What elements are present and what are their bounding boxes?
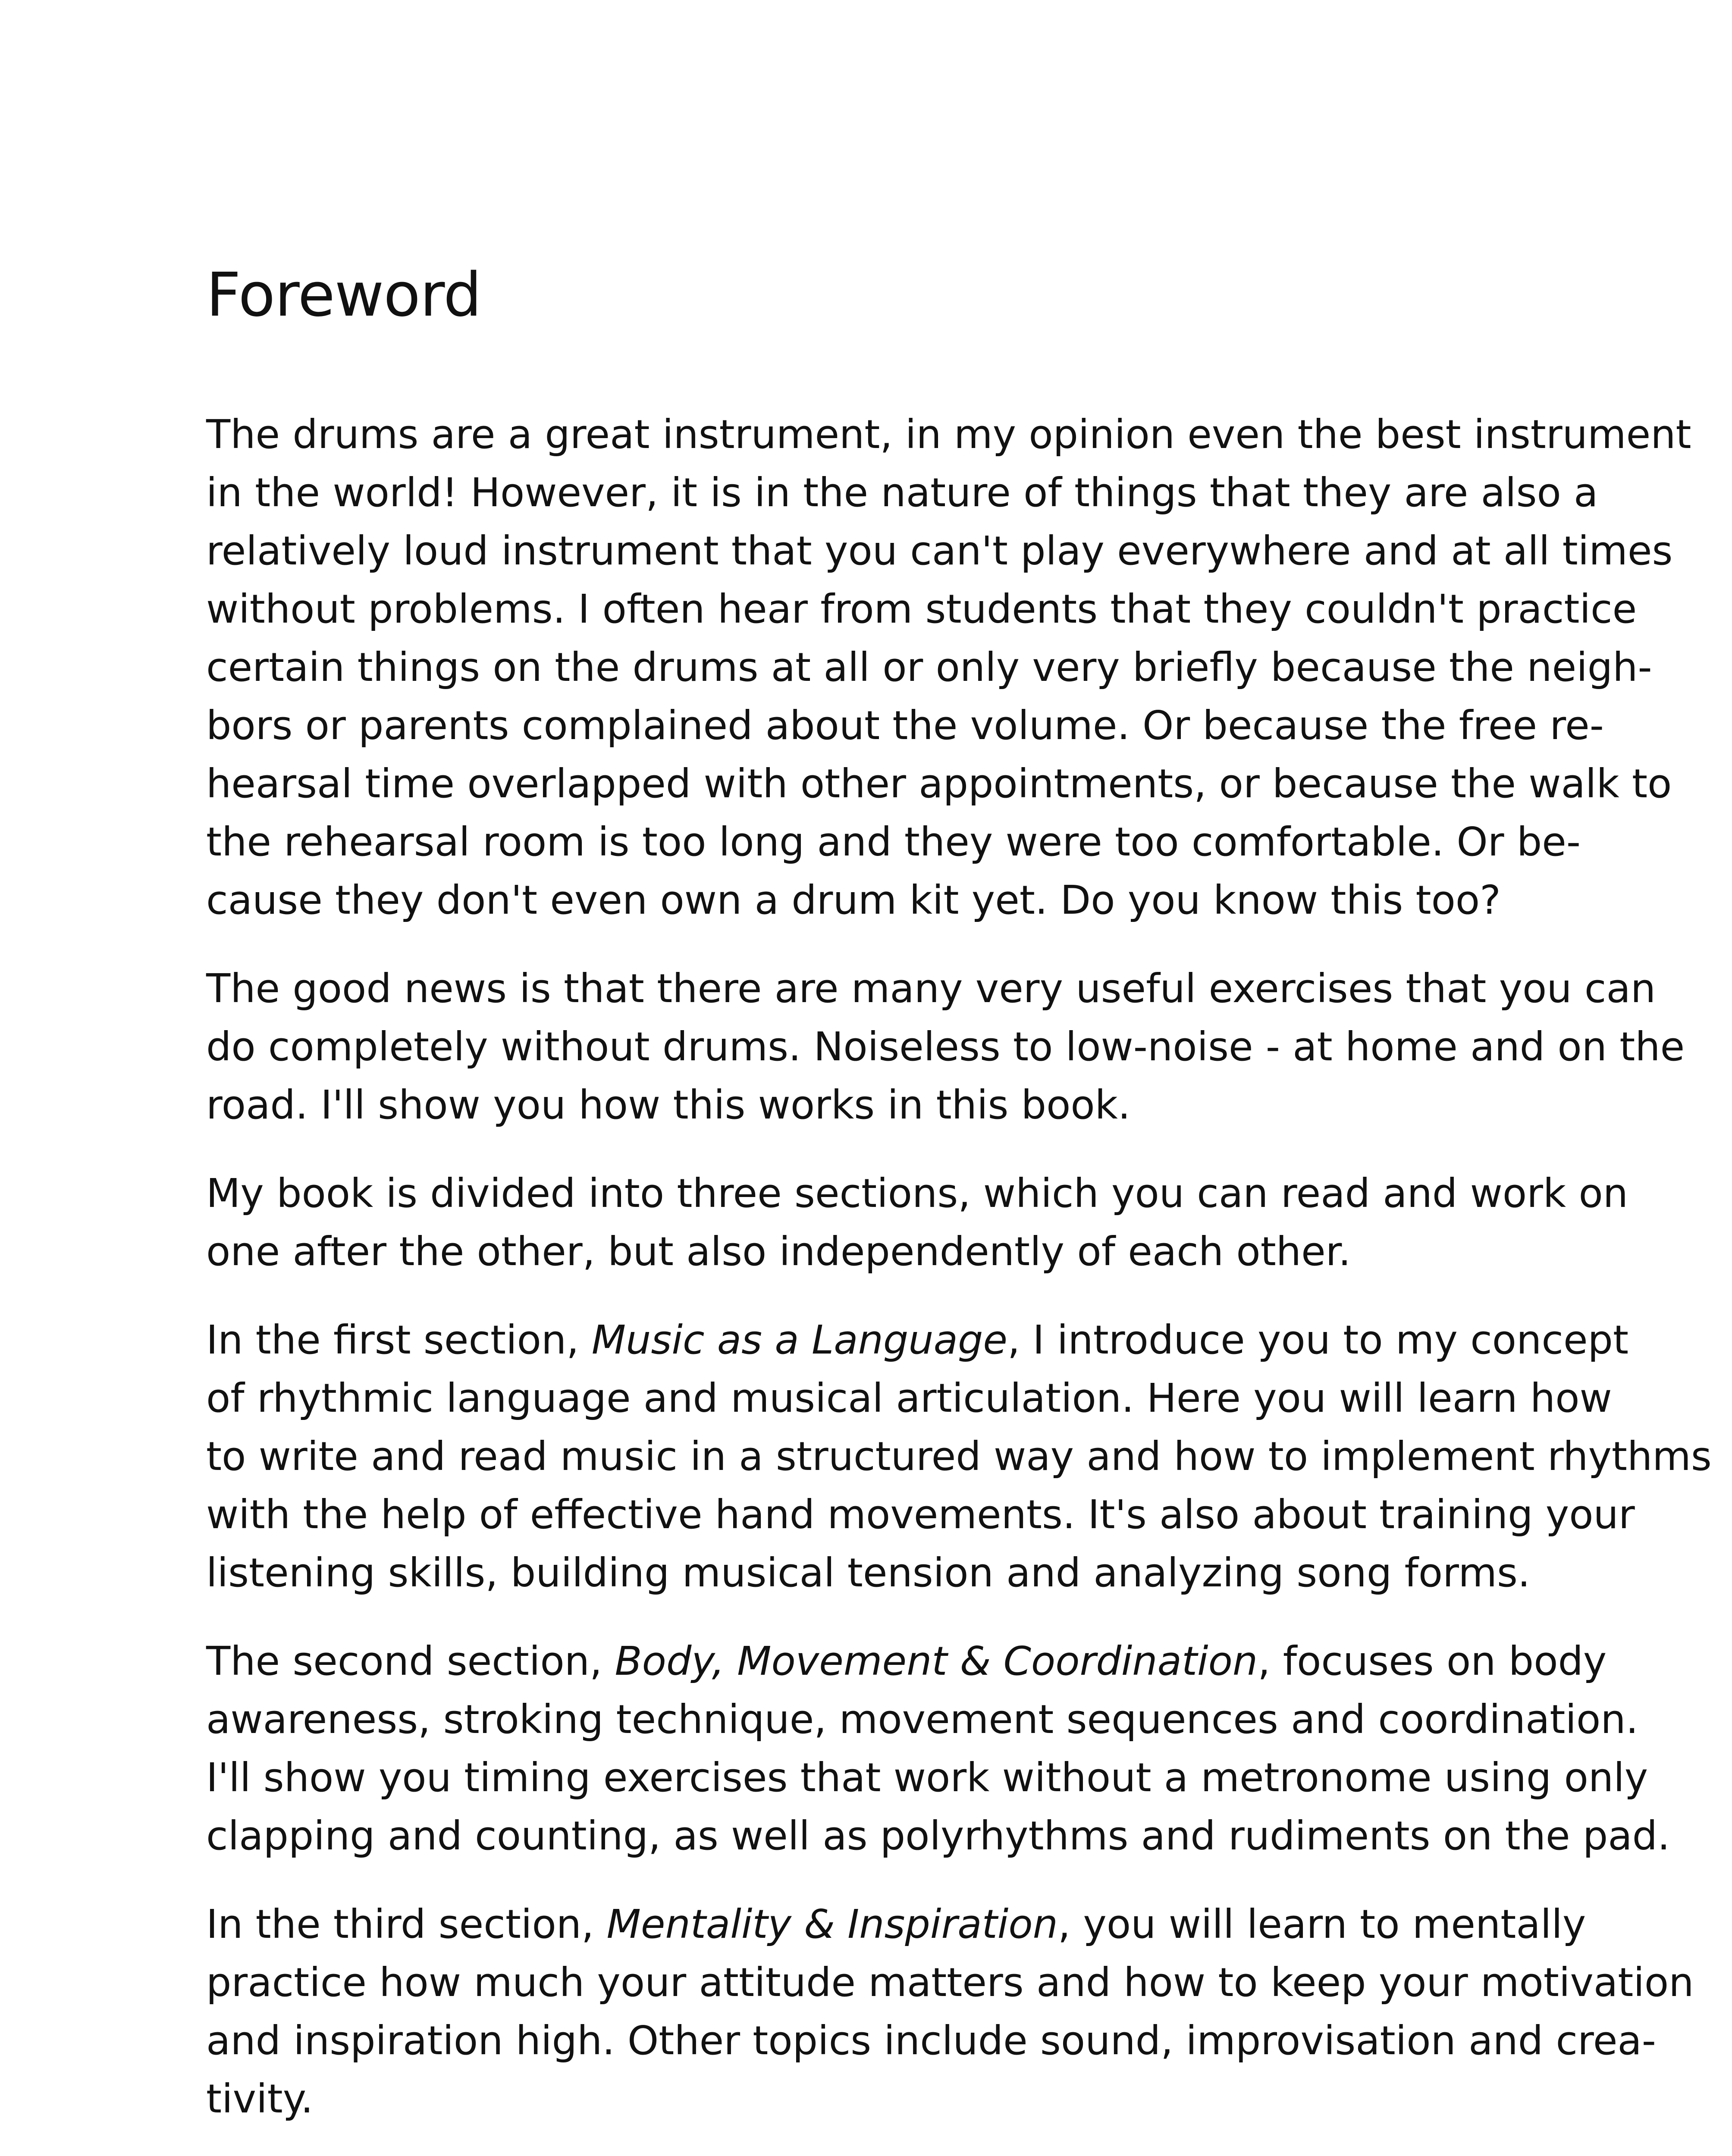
paragraph-4: [206, 1311, 1712, 1602]
text-line: tivity.: [206, 2076, 314, 2122]
text-line: I'll show you timing exercises that work without a metronome using only: [206, 1755, 1648, 1801]
text-line: do completely without drums. Noiseless to low-noise - at home and on the: [206, 1024, 1685, 1070]
paragraph-2: [206, 959, 1685, 1134]
text-line: clapping and counting, as well as polyrhythms and rudiments on the pad.: [206, 1813, 1670, 1859]
line-continuation: , focuses on body: [1258, 1638, 1607, 1684]
text-line: certain things on the drums at all or only very briefly because the neigh-: [206, 644, 1652, 690]
text-line-with-emphasis: [206, 1311, 1629, 1369]
paragraph-3: [206, 1164, 1628, 1281]
text-line: hearsal time overlapped with other appointments, or because the walk to: [206, 761, 1672, 807]
text-line: without problems. I often hear from students that they couldn't practice: [206, 586, 1637, 632]
line-continuation: , you will learn to mentally: [1057, 1901, 1586, 1947]
line-intro: In the third section,: [206, 1901, 607, 1947]
text-line: with the help of effective hand movements. It's also about training your: [206, 1492, 1635, 1538]
line-continuation: , I introduce you to my concept: [1007, 1317, 1629, 1363]
text-line: road. I'll show you how this works in this book.: [206, 1082, 1131, 1128]
section-title-emphasis: Music as a Language: [591, 1317, 1007, 1363]
text-line: in the world! However, it is in the nature of things that they are also a: [206, 470, 1598, 516]
foreword-body: [206, 405, 1712, 2156]
text-line: of rhythmic language and musical articulation. Here you will learn how: [206, 1375, 1612, 1421]
text-line: practice how much your attitude matters and how to keep your motivation: [206, 1959, 1694, 2006]
text-line: one after the other, but also independently of each other.: [206, 1228, 1351, 1275]
text-line: relatively loud instrument that you can't play everywhere and at all times: [206, 528, 1673, 574]
section-title-emphasis: Body, Movement & Coordination: [615, 1638, 1258, 1684]
line-intro: In the first section,: [206, 1317, 592, 1363]
paragraph-6: [206, 1895, 1694, 2128]
text-line: bors or parents complained about the volume. Or because the free re-: [206, 702, 1604, 749]
line-intro: The second section,: [206, 1638, 615, 1684]
text-line: the rehearsal room is too long and they were too comfortable. Or be-: [206, 819, 1581, 865]
text-line: awareness, stroking technique, movement sequences and coordination.: [206, 1696, 1638, 1742]
text-line: to write and read music in a structured way and how to implement rhythms: [206, 1433, 1712, 1479]
text-line: cause they don't even own a drum kit yet. Do you know this too?: [206, 877, 1501, 923]
text-line-with-emphasis: [206, 1632, 1607, 1690]
text-line: The good news is that there are many very useful exercises that you can: [206, 965, 1656, 1012]
paragraph-5: [206, 1632, 1670, 1865]
text-line: listening skills, building musical tension and analyzing song forms.: [206, 1550, 1531, 1596]
section-title-emphasis: Mentality & Inspiration: [606, 1901, 1058, 1947]
text-line: and inspiration high. Other topics include sound, improvisation and crea-: [206, 2018, 1656, 2064]
text-line: My book is divided into three sections, which you can read and work on: [206, 1170, 1628, 1216]
text-line: The drums are a great instrument, in my opinion even the best instrument: [206, 411, 1691, 458]
page-title: Foreword: [206, 260, 481, 330]
text-line-with-emphasis: [206, 1895, 1586, 1953]
paragraph-1: [206, 405, 1691, 929]
